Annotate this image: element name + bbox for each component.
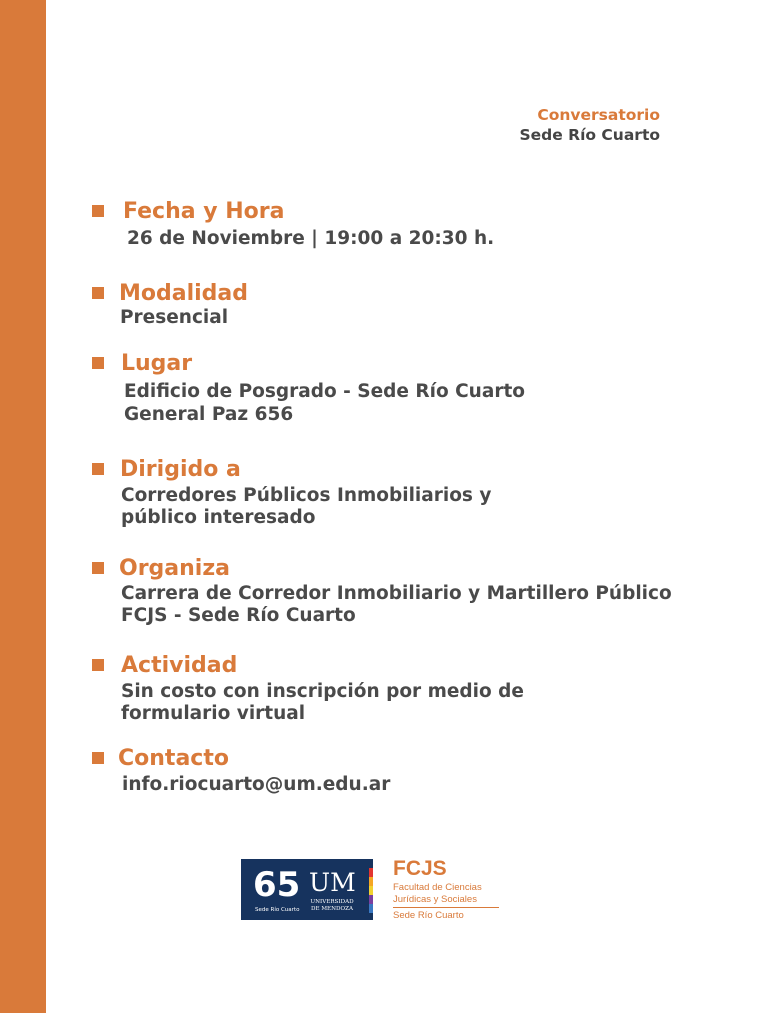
bullet-square-icon [92, 463, 104, 475]
um-logo [241, 859, 373, 920]
fcjs-logo [393, 857, 499, 921]
section-dirigido [92, 457, 712, 537]
fcjs-subtitle-1: Facultad de Ciencias [393, 882, 482, 893]
section-contacto [92, 746, 712, 801]
bullet-square-icon [92, 205, 104, 217]
section-title: Modalidad [119, 281, 249, 306]
fcjs-title: FCJS [393, 857, 447, 880]
section-line: General Paz 656 [124, 404, 294, 425]
orange-side-bar [0, 0, 46, 1013]
section-line: Corredores Públicos Inmobiliarios y [121, 485, 492, 506]
logos-footer [241, 857, 521, 923]
event-header [519, 105, 660, 145]
bullet-square-icon [92, 287, 104, 299]
section-line: Edificio de Posgrado - Sede Río Cuarto [124, 381, 526, 402]
bullet-square-icon [92, 357, 104, 369]
bullet-square-icon [92, 562, 104, 574]
section-modalidad [92, 281, 712, 331]
section-title: Lugar [121, 351, 193, 376]
section-line: Sin costo con inscripción por medio de [121, 681, 524, 702]
section-title: Fecha y Hora [123, 199, 285, 224]
event-location-header: Sede Río Cuarto [519, 126, 660, 144]
um-monogram: UM [309, 868, 356, 897]
contact-email[interactable]: info.riocuarto@um.edu.ar [122, 774, 391, 795]
section-fecha-hora [92, 199, 712, 254]
section-actividad [92, 653, 712, 733]
section-line: Carrera de Corredor Inmobiliario y Martillero Público [121, 583, 672, 604]
fcjs-sede: Sede Río Cuarto [393, 910, 464, 921]
section-title: Dirigido a [120, 457, 241, 482]
section-title: Actividad [121, 653, 238, 678]
section-line: público interesado [121, 507, 316, 528]
color-strip [369, 868, 373, 913]
section-title: Organiza [119, 556, 230, 581]
anniversary-65-mark: 65 [253, 865, 301, 905]
section-line: 26 de Noviembre | 19:00 a 20:30 h. [127, 228, 495, 249]
um-name: UNIVERSIDAD DE MENDOZA [310, 899, 354, 912]
section-line: Presencial [120, 307, 229, 328]
fcjs-subtitle-2: Jurídicas y Sociales [393, 894, 477, 905]
section-line: FCJS - Sede Río Cuarto [121, 605, 356, 626]
um-sede-label: Sede Río Cuarto [255, 907, 300, 913]
section-line: formulario virtual [121, 703, 306, 724]
fcjs-divider [393, 907, 499, 908]
section-lugar [92, 351, 712, 431]
section-title: Contacto [118, 746, 229, 771]
section-organiza [92, 556, 712, 636]
bullet-square-icon [92, 752, 104, 764]
event-type: Conversatorio [537, 106, 660, 124]
bullet-square-icon [92, 659, 104, 671]
